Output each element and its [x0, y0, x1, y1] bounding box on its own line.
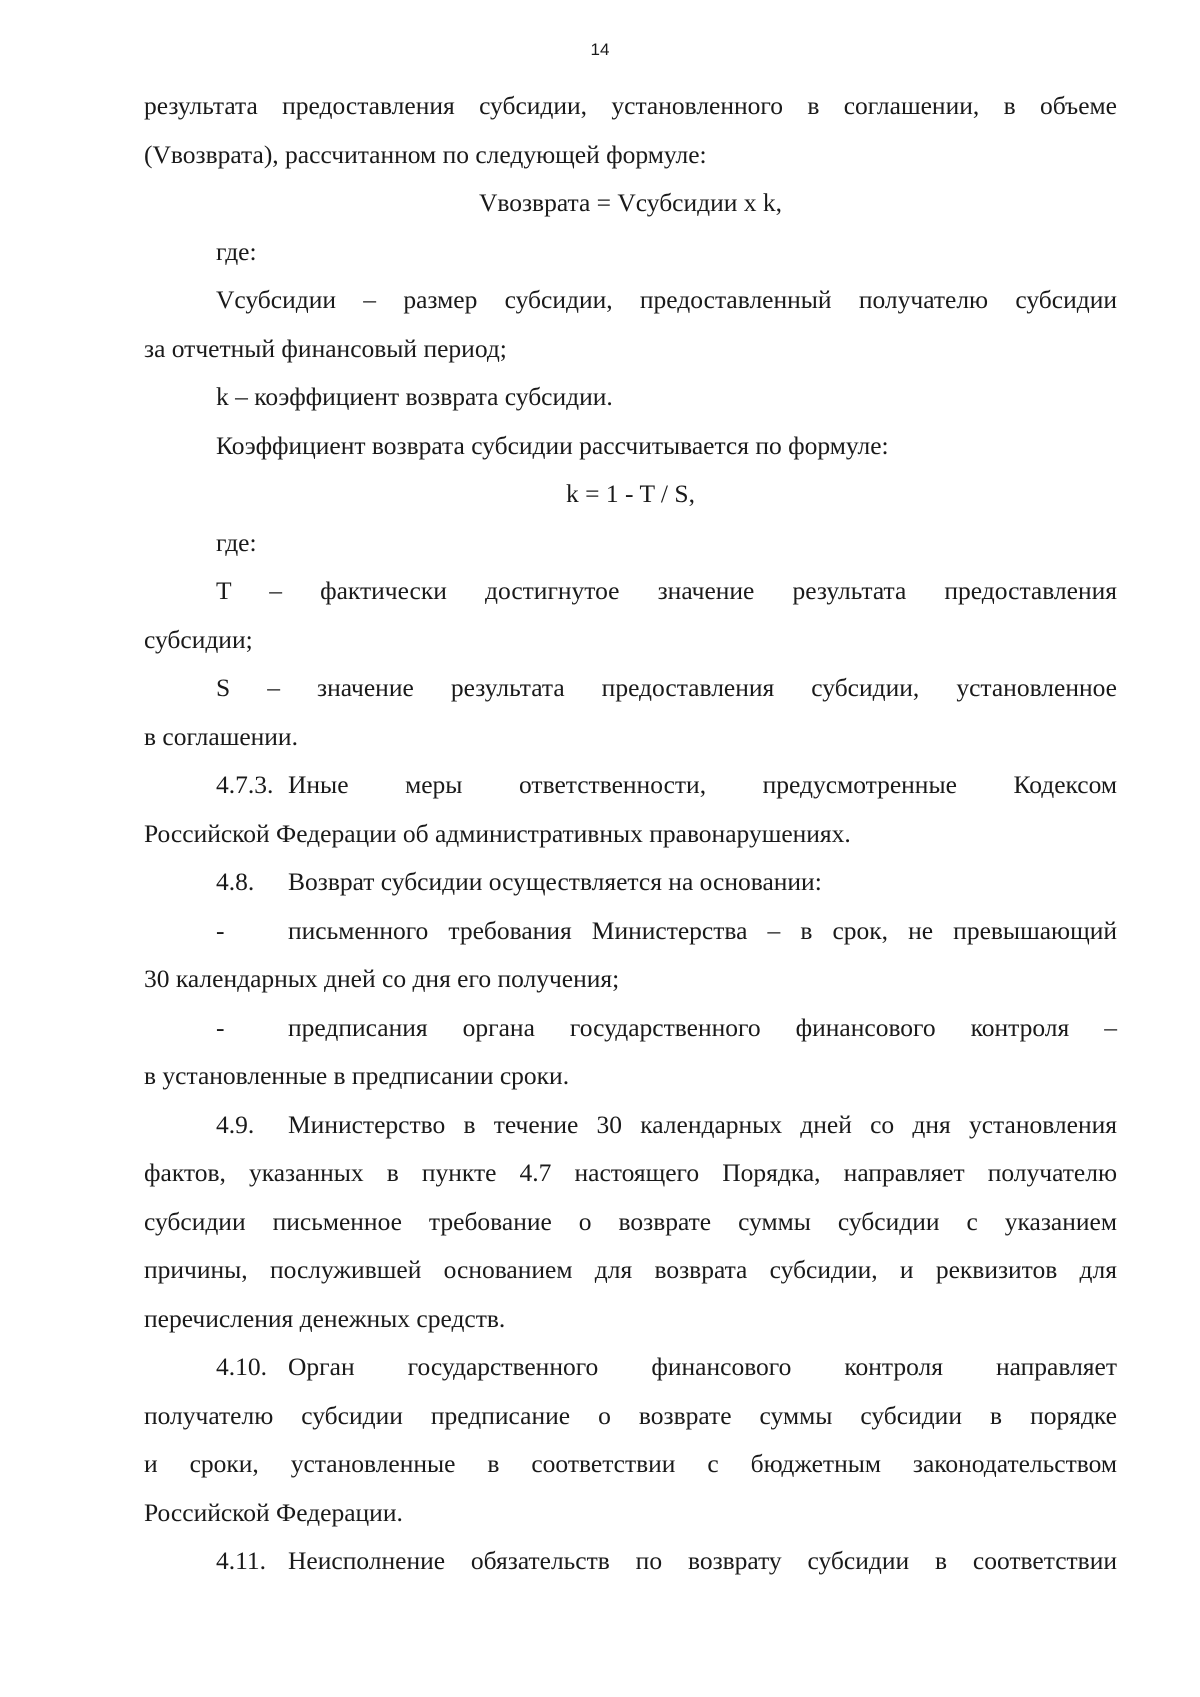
- where-label: где:: [216, 236, 257, 266]
- clause-number: 4.10.: [216, 1352, 267, 1381]
- clause-text: Орган государственного финансового контроля направляет: [288, 1352, 1117, 1381]
- definition-v-subsidy: Vсубсидии – размер субсидии, предоставленный получателю субсидии: [216, 285, 1117, 314]
- formula-v-return: Vвозврата = Vсубсидии x k,: [478, 188, 783, 217]
- clause-number: 4.7.3.: [216, 770, 274, 799]
- coefficient-intro: Коэффициент возврата субсидии рассчитывается по формуле:: [216, 430, 889, 460]
- clause-4-10: [144, 1343, 1117, 1392]
- paragraph-text: результата предоставления субсидии, установленного в соглашении, в объеме: [144, 91, 1117, 120]
- bullet-item-cont: в установленные в предписании сроки.: [144, 1061, 570, 1090]
- clause-number: 4.9.: [216, 1109, 255, 1139]
- clause-4-7-3-cont: Российской Федерации об административных правонарушениях.: [144, 818, 851, 848]
- paragraph-text: (Vвозврата), рассчитанном по следующей формуле:: [144, 139, 707, 169]
- definition-t-cont: субсидии;: [144, 624, 253, 654]
- clause-4-10-cont: и сроки, установленные в соответствии с бюджетным законодательством: [144, 1449, 1117, 1478]
- clause-number: 4.8.: [216, 867, 255, 896]
- clause-4-9: [144, 1101, 1117, 1150]
- clause-4-10-cont: Российской Федерации.: [144, 1497, 403, 1527]
- formula-k: k = 1 - T / S,: [566, 479, 695, 508]
- bullet-dash: -: [216, 915, 225, 945]
- definition-s: S – значение результата предоставления субсидии, установленное: [216, 673, 1117, 702]
- where-label: где:: [216, 527, 257, 557]
- bullet-item: [144, 1004, 1117, 1053]
- definition-t: T – фактически достигнутое значение результата предоставления: [216, 576, 1117, 605]
- clause-4-10-cont: получателю субсидии предписание о возврате суммы субсидии в порядке: [144, 1400, 1117, 1430]
- clause-text: Иные меры ответственности, предусмотренные Кодексом: [288, 770, 1117, 799]
- bullet-text: предписания органа государственного финансового контроля –: [288, 1012, 1117, 1042]
- definition-k: k – коэффициент возврата субсидии.: [216, 382, 613, 411]
- clause-4-7-3: [144, 761, 1117, 810]
- clause-text: Неисполнение обязательств по возврату субсидии в соответствии: [288, 1546, 1117, 1575]
- definition-v-subsidy-cont: за отчетный финансовый период;: [144, 333, 507, 363]
- bullet-dash: -: [216, 1012, 225, 1042]
- clause-text: Министерство в течение 30 календарных дней со дня установления: [288, 1109, 1117, 1139]
- clause-4-8: [144, 858, 1117, 907]
- page-number: 14: [590, 40, 610, 59]
- bullet-text: письменного требования Министерства – в срок, не превышающий: [288, 915, 1117, 945]
- clause-4-9-cont: причины, послужившей основанием для возврата субсидии, и реквизитов для: [144, 1255, 1117, 1284]
- clause-number: 4.11.: [216, 1546, 267, 1575]
- clause-text: Возврат субсидии осуществляется на основании:: [288, 867, 822, 896]
- document-body: [144, 82, 1117, 1586]
- clause-4-11: [144, 1537, 1117, 1586]
- bullet-item: [144, 907, 1117, 956]
- clause-4-9-cont: перечисления денежных средств.: [144, 1303, 506, 1333]
- clause-4-9-cont: фактов, указанных в пункте 4.7 настоящего Порядка, направляет получателю: [144, 1158, 1117, 1187]
- clause-4-9-cont: субсидии письменное требование о возврате суммы субсидии с указанием: [144, 1206, 1117, 1236]
- definition-s-cont: в соглашении.: [144, 721, 298, 751]
- bullet-item-cont: 30 календарных дней со дня его получения;: [144, 964, 620, 993]
